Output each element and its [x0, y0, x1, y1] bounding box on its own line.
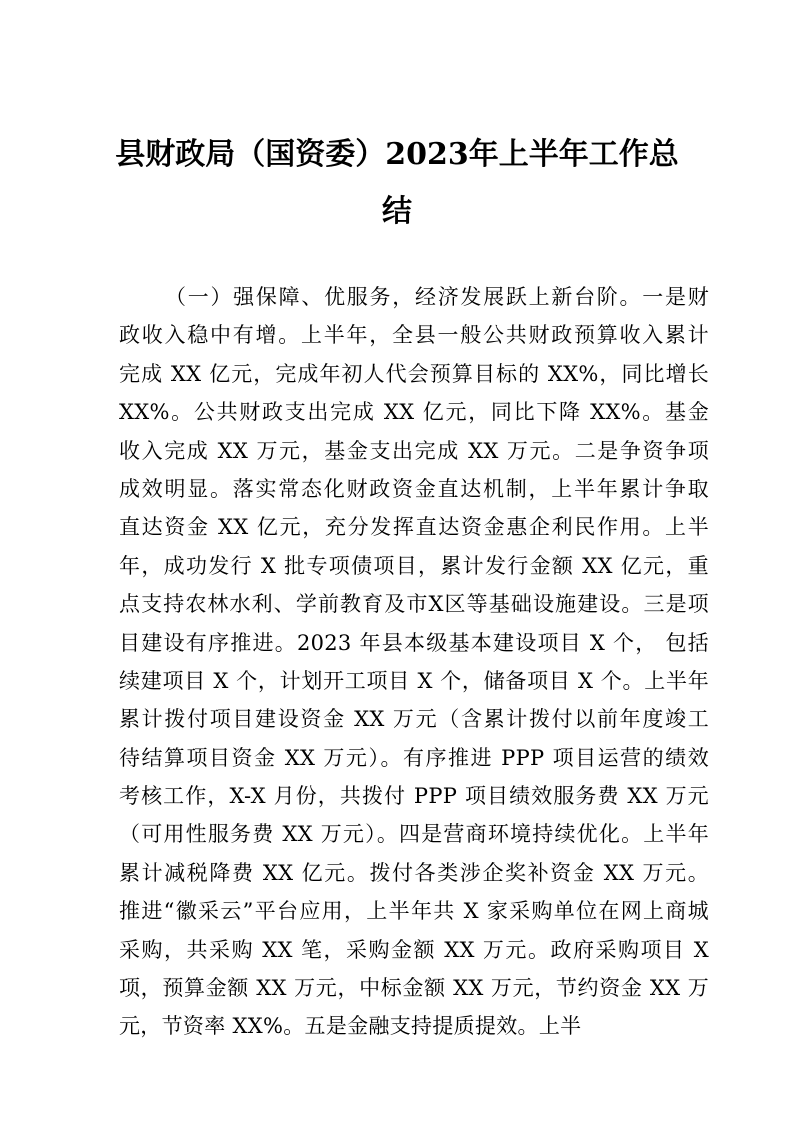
body-line: 待结算项目资金 XX 万元）。有序推进 PPP 项目运营的绩效: [119, 745, 709, 770]
body-line-last: 元，节资率 XX%。五是金融支持提质提效。上半: [119, 1014, 582, 1039]
body-line: 目建设有序推进。2023 年县本级基本建设项目 X 个， 包括: [119, 630, 709, 655]
body-line: 年，成功发行 X 批专项债项目，累计发行金额 XX 亿元，重: [119, 553, 709, 578]
body-line: 政收入稳中有增。上半年，全县一般公共财政预算收入累计: [119, 323, 709, 348]
body-line: 项，预算金额 XX 万元，中标金额 XX 万元，节约资金 XX 万: [119, 976, 709, 1001]
document-title-line-1: 县财政局（国资委）2023年上半年工作总: [115, 137, 679, 172]
body-line: 采购，共采购 XX 笔，采购金额 XX 万元。政府采购项目 X: [119, 937, 709, 962]
body-line: 续建项目 X 个，计划开工项目 X 个，储备项目 X 个。上半年: [119, 668, 709, 693]
document-title-line-2: 结: [382, 194, 412, 229]
body-line: 考核工作，X-X 月份，共拨付 PPP 项目绩效服务费 XX 万元: [119, 784, 709, 809]
body-line: 完成 XX 亿元，完成年初人代会预算目标的 XX%，同比增长: [119, 361, 709, 386]
body-line: （一）强保障、优服务，经济发展跃上新台阶。一是财: [165, 285, 709, 309]
body-line: XX%。公共财政支出完成 XX 亿元，同比下降 XX%。基金: [119, 400, 709, 425]
document-body: [119, 278, 709, 1046]
body-line: 累计减税降费 XX 亿元。拨付各类涉企奖补资金 XX 万元。: [119, 860, 709, 885]
body-line: 成效明显。落实常态化财政资金直达机制，上半年累计争取: [119, 476, 709, 501]
body-line: 累计拨付项目建设资金 XX 万元（含累计拨付以前年度竣工: [119, 707, 709, 732]
body-line: 收入完成 XX 万元，基金支出完成 XX 万元。二是争资争项: [119, 438, 709, 463]
body-line: 推进“徽采云”平台应用，上半年共 X 家采购单位在网上商城: [119, 899, 709, 924]
body-line: 点支持农林水利、学前教育及市X区等基础设施建设。三是项: [119, 592, 709, 617]
body-line: 直达资金 XX 亿元，充分发挥直达资金惠企利民作用。上半: [119, 515, 709, 540]
body-line: （可用性服务费 XX 万元）。四是营商环境持续优化。上半年: [119, 822, 709, 847]
